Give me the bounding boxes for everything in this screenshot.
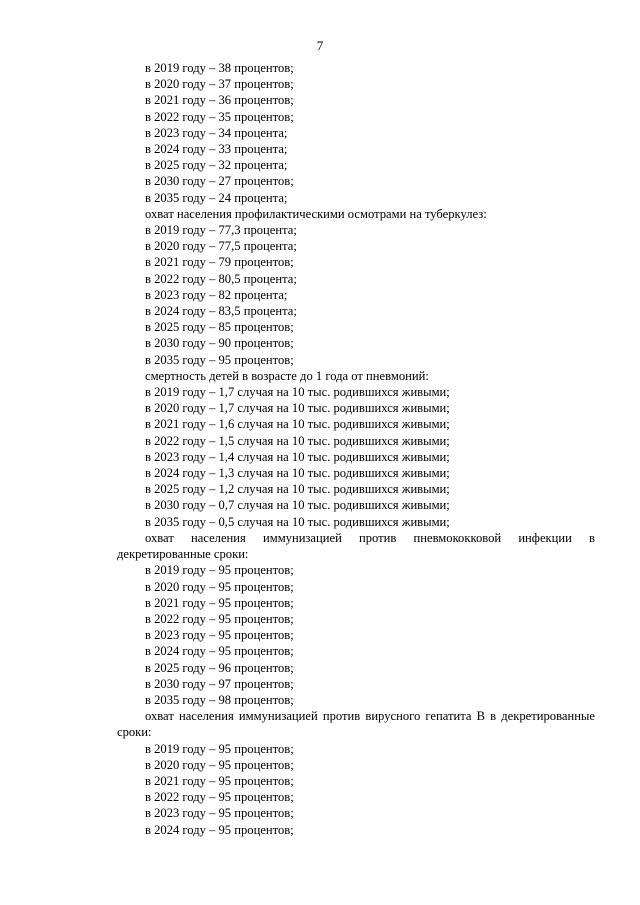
- text-line: в 2024 году – 95 процентов;: [145, 644, 294, 659]
- text-line: в 2021 году – 79 процентов;: [145, 255, 294, 270]
- page-number: 7: [316, 38, 324, 53]
- document-body: [117, 60, 595, 838]
- text-line: в 2025 году – 85 процентов;: [145, 320, 294, 335]
- text-line: в 2019 году – 38 процентов;: [145, 61, 294, 75]
- text-line: в 2030 году – 0,7 случая на 10 тыс. родившихся живыми;: [145, 498, 450, 513]
- text-line: в 2023 году – 82 процента;: [145, 287, 288, 302]
- text-line: в 2023 году – 95 процентов;: [145, 806, 294, 821]
- text-line: в 2035 году – 0,5 случая на 10 тыс. родившихся живыми;: [145, 514, 450, 529]
- text-line: в 2019 году – 95 процентов;: [145, 563, 294, 578]
- text-line: в 2024 году – 95 процентов;: [145, 822, 294, 837]
- text-line: в 2025 году – 1,2 случая на 10 тыс. родившихся живыми;: [145, 482, 450, 497]
- text-line: в 2024 году – 1,3 случая на 10 тыс. родившихся живыми;: [145, 466, 450, 481]
- text-line: в 2035 году – 98 процентов;: [145, 692, 294, 707]
- text-line: в 2022 году – 95 процентов;: [145, 790, 294, 805]
- text-line: в 2030 году – 97 процентов;: [145, 676, 294, 691]
- text-line: в 2025 году – 96 процентов;: [145, 660, 294, 675]
- text-line: в 2035 году – 95 процентов;: [145, 352, 294, 367]
- text-line: в 2022 году – 80,5 процента;: [145, 271, 297, 286]
- text-line: в 2021 году – 36 процентов;: [145, 93, 294, 108]
- text-line: в 2020 году – 95 процентов;: [145, 757, 294, 772]
- section-heading-pneumococcal: охват населения иммунизацией против пневмококковой инфекции в декретированные сроки:: [117, 530, 595, 562]
- text-line: в 2025 году – 32 процента;: [145, 158, 288, 173]
- text-line: в 2024 году – 83,5 процента;: [145, 304, 297, 319]
- text-line: в 2030 году – 27 процентов;: [145, 174, 294, 189]
- text-line: в 2020 году – 37 процентов;: [145, 77, 294, 92]
- text-line: в 2022 году – 1,5 случая на 10 тыс. родившихся живыми;: [145, 433, 450, 448]
- text-line: в 2020 году – 95 процентов;: [145, 579, 294, 594]
- text-line: в 2019 году – 77,3 процента;: [145, 223, 297, 238]
- text-line: в 2020 году – 77,5 процента;: [145, 239, 297, 254]
- text-line: в 2035 году – 24 процента;: [145, 190, 288, 205]
- text-line: в 2023 году – 95 процентов;: [145, 628, 294, 643]
- text-line: в 2021 году – 95 процентов;: [145, 773, 294, 788]
- text-line: в 2021 году – 1,6 случая на 10 тыс. родившихся живыми;: [145, 417, 450, 432]
- text-line: в 2023 году – 34 процента;: [145, 125, 288, 140]
- text-line: в 2021 году – 95 процентов;: [145, 595, 294, 610]
- section-heading-pneumonia-mortality: смертность детей в возрасте до 1 года от пневмоний:: [145, 368, 429, 383]
- text-line: в 2019 году – 95 процентов;: [145, 741, 294, 756]
- text-line: в 2024 году – 33 процента;: [145, 142, 288, 157]
- text-line: в 2022 году – 95 процентов;: [145, 611, 294, 626]
- text-line: в 2030 году – 90 процентов;: [145, 336, 294, 351]
- text-line: в 2023 году – 1,4 случая на 10 тыс. родившихся живыми;: [145, 449, 450, 464]
- text-line: в 2020 году – 1,7 случая на 10 тыс. родившихся живыми;: [145, 401, 450, 416]
- section-heading-tuberculosis: охват населения профилактическими осмотрами на туберкулез:: [145, 206, 487, 221]
- section-heading-hepatitis-b: охват населения иммунизацией против вирусного гепатита В в декретированные сроки:: [117, 709, 595, 740]
- text-line: в 2022 году – 35 процентов;: [145, 109, 294, 124]
- text-line: в 2019 году – 1,7 случая на 10 тыс. родившихся живыми;: [145, 385, 450, 400]
